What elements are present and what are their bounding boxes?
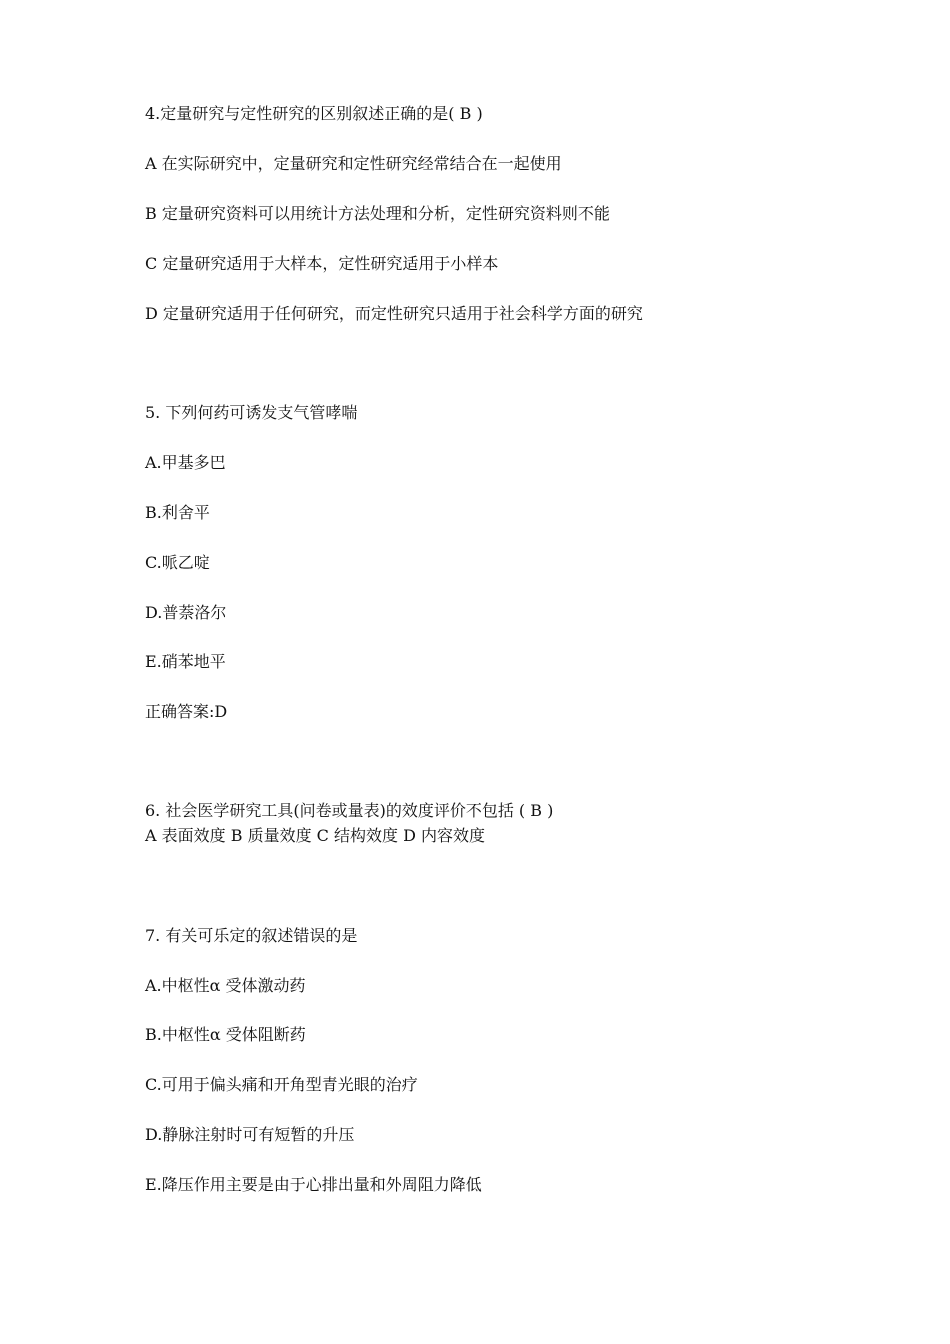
question-5-option-d: D.普萘洛尔 (145, 603, 227, 622)
question-5-option-b: B.利舍平 (145, 503, 210, 522)
question-4-option-a: A 在实际研究中，定量研究和定性研究经常结合在一起使用 (145, 154, 562, 173)
question-7-stem: 7. 有关可乐定的叙述错误的是 (145, 926, 358, 945)
question-5-option-c: C.哌乙啶 (145, 553, 210, 572)
question-5-stem: 5. 下列何药可诱发支气管哮喘 (145, 403, 358, 422)
question-5-answer: 正确答案:D (145, 702, 228, 721)
question-7-option-a: A.中枢性α 受体激动药 (145, 976, 306, 995)
question-7-option-b: B.中枢性α 受体阻断药 (145, 1025, 306, 1044)
question-4-option-b: B 定量研究资料可以用统计方法处理和分析，定性研究资料则不能 (145, 204, 610, 223)
question-4-stem: 4.定量研究与定性研究的区别叙述正确的是( B ) (145, 104, 483, 123)
question-4-option-d: D 定量研究适用于任何研究，而定性研究只适用于社会科学方面的研究 (145, 304, 643, 323)
question-6-stem: 6. 社会医学研究工具(问卷或量表)的效度评价不包括 ( B ) (145, 801, 554, 820)
question-4-option-c: C 定量研究适用于大样本，定性研究适用于小样本 (145, 254, 499, 273)
question-7-option-d: D.静脉注射时可有短暂的升压 (145, 1125, 355, 1144)
question-7-option-c: C.可用于偏头痛和开角型青光眼的治疗 (145, 1075, 418, 1094)
question-5-option-e: E.硝苯地平 (145, 652, 226, 671)
question-6-options: A 表面效度 B 质量效度 C 结构效度 D 内容效度 (145, 826, 485, 845)
question-5-option-a: A.甲基多巴 (145, 453, 226, 472)
question-7-option-e: E.降压作用主要是由于心排出量和外周阻力降低 (145, 1175, 482, 1194)
